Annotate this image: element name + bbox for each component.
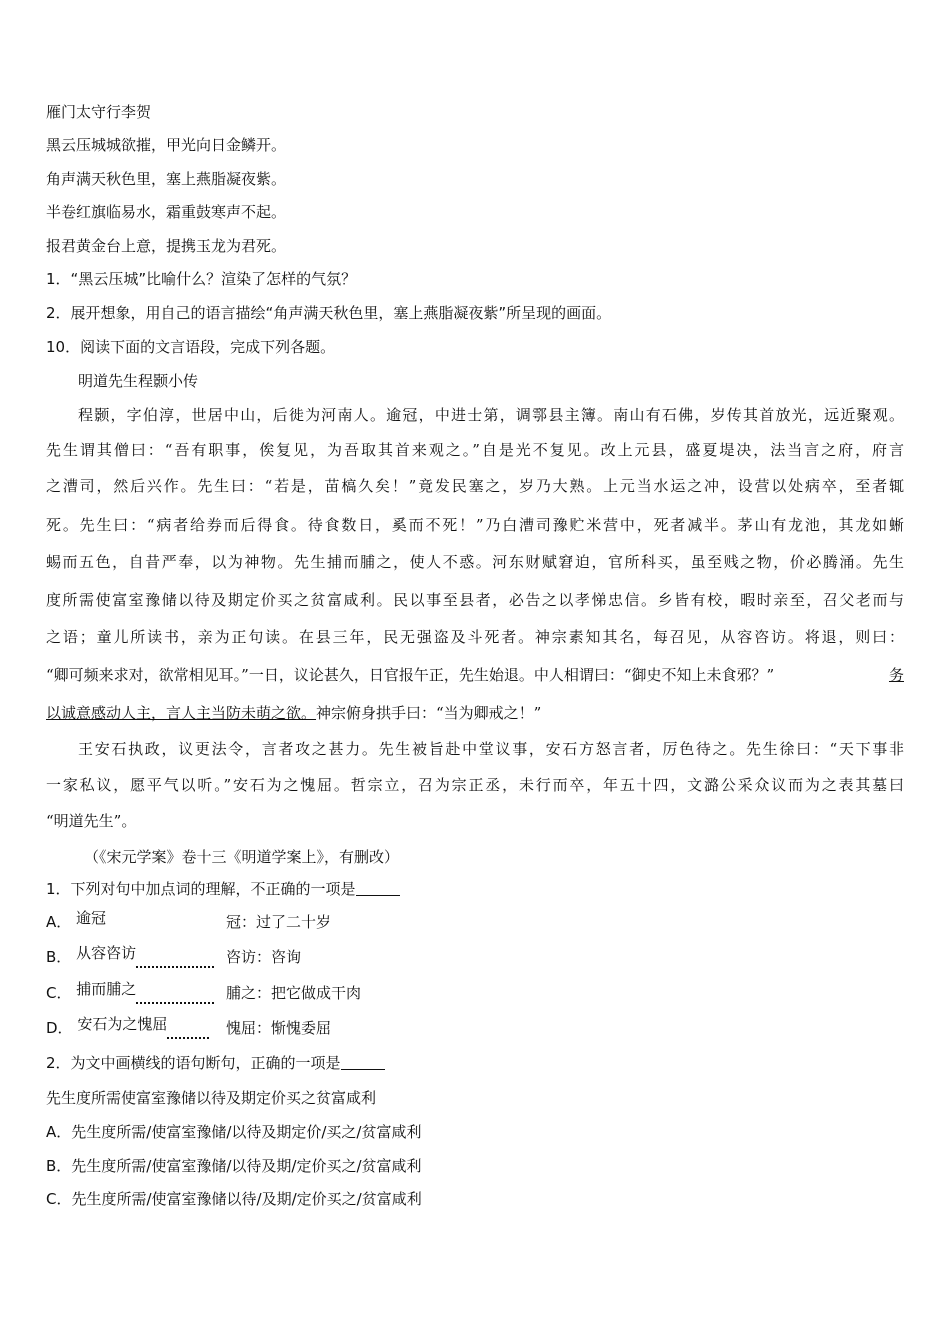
passage-line: 一家私议，愿平气以听。”安石为之愧屈。哲宗立，召为宗正丞，未行而卒，年五十四，文潞公采众议而为之表其墓曰: [46, 776, 904, 794]
q2-option-c: C．先生度所需/使富室豫储以待/及期/定价买之/贫富咸利: [46, 1190, 422, 1208]
passage-line: 度所需使富室豫储以待及期定价买之贫富咸利。民以事至县者，必告之以孝悌忠信。乡皆有校，暇时亲至，召父老而与: [46, 591, 904, 609]
dotted-leader: [136, 956, 214, 968]
q2-option-b: B．先生度所需/使富室豫储/以待及期/定价买之/贫富咸利: [46, 1157, 422, 1175]
q2-option-a: A．先生度所需/使富室豫储/以待及期定价/买之/贫富咸利: [46, 1123, 422, 1141]
option-gloss: 冠：过了二十岁: [226, 913, 332, 931]
underlined-sentence: 以诚意感动人主，言人主当防未萌之欲。: [46, 704, 317, 722]
poem-line: 半卷红旗临易水，霜重鼓寒声不起。: [46, 203, 287, 221]
question-2-sentence: 先生度所需使富室豫储以待及期定价买之贫富咸利: [46, 1089, 377, 1107]
passage-title: 明道先生程颢小传: [78, 372, 199, 390]
question-stem-text: 1．下列对句中加点词的理解，不正确的一项是: [46, 880, 356, 898]
passage-line: 蜴而五色，自昔严奉，以为神物。先生捕而脯之，使人不惑。河东财赋窘迫，官所科买，虽至贱之物，价必腾涌。先生: [46, 553, 904, 571]
passage-line: [46, 703, 541, 723]
passage-line: 先生谓其僧曰：“吾有职事，俟复见，为吾取其首来观之。”自是光不复见。改上元县，盛夏堤决，法当言之府，府言: [46, 441, 904, 459]
option-phrase: 从容咨访: [76, 944, 137, 962]
option-gloss: 咨访：咨询: [226, 948, 302, 966]
answer-blank: [341, 1057, 385, 1070]
question-stem-text: 2．为文中画横线的语句断句，正确的一项是: [46, 1054, 341, 1072]
passage-line: 死。先生曰：“病者给券而后得食。待食数日，奚而不死！”乃白漕司豫贮米营中，死者减半。茅山有龙池，其龙如蜥: [46, 516, 904, 534]
poem-line: 角声满天秋色里，塞上燕脂凝夜紫。: [46, 170, 287, 188]
option-phrase: 捕而脯之: [76, 980, 137, 998]
passage-line: “明道先生”。: [46, 812, 137, 830]
option-phrase: 逾冠: [76, 909, 107, 927]
question-2-stem: [46, 1053, 385, 1073]
section-heading: 10．阅读下面的文言语段，完成下列各题。: [46, 338, 336, 356]
passage-line: [46, 665, 904, 685]
question-1-stem: [46, 879, 400, 899]
option-letter: A．: [46, 913, 72, 931]
option-b: [46, 944, 302, 968]
option-letter: D．: [46, 1019, 73, 1037]
passage-source: （《宋元学案》卷十三《明道学案上》，有删改）: [84, 848, 400, 866]
dotted-leader: [167, 1027, 209, 1039]
option-letter: C．: [46, 984, 72, 1002]
poem-question: 1．“黑云压城”比喻什么？渲染了怎样的气氛？: [46, 270, 357, 288]
poem-line: 黑云压城城欲摧，甲光向日金鳞开。: [46, 136, 287, 154]
passage-line-text: “卿可频来求对，欲常相见耳。”一日，议论甚久，日官报午正，先生始退。中人相谓曰：“御史不知上未食邪？”: [46, 666, 775, 684]
dotted-leader: [136, 992, 214, 1004]
passage-line: 王安石执政，议更法令，言者攻之甚力。先生被旨赴中堂议事，安石方怒言者，厉色待之。先生徐曰：“天下事非: [78, 740, 904, 758]
answer-blank: [356, 883, 400, 896]
poem-question: 2．展开想象，用自己的语言描绘“角声满天秋色里，塞上燕脂凝夜紫”所呈现的画面。: [46, 304, 612, 322]
poem-line: 报君黄金台上意，提携玉龙为君死。: [46, 237, 287, 255]
option-letter: B．: [46, 948, 72, 966]
option-gloss: 脯之：把它做成干肉: [226, 984, 362, 1002]
passage-line: 程颢，字伯淳，世居中山，后徙为河南人。逾冠，中进士第，调鄠县主簿。南山有石佛，岁传其首放光，远近聚观。: [78, 406, 904, 424]
option-phrase: 安石为之愧屈: [77, 1015, 168, 1033]
option-d: [46, 1015, 332, 1039]
passage-line: 之漕司，然后兴作。先生曰：“若是，苗槁久矣！”竟发民塞之，岁乃大熟。上元当水运之冲，设营以处病卒，至者辄: [46, 477, 904, 495]
passage-line-text: 神宗俯身拱手曰：“当为卿戒之！”: [316, 704, 542, 722]
option-c: [46, 980, 362, 1004]
passage-line: 之语；童儿所读书，亲为正句读。在县三年，民无强盗及斗死者。神宗素知其名，每召见，从容咨访。将退，则曰：: [46, 628, 904, 646]
option-gloss: 愧屈：惭愧委屈: [226, 1019, 332, 1037]
option-a: [46, 909, 332, 932]
poem-title: 雁门太守行李贺: [46, 103, 152, 121]
underlined-text: 务: [888, 666, 904, 684]
